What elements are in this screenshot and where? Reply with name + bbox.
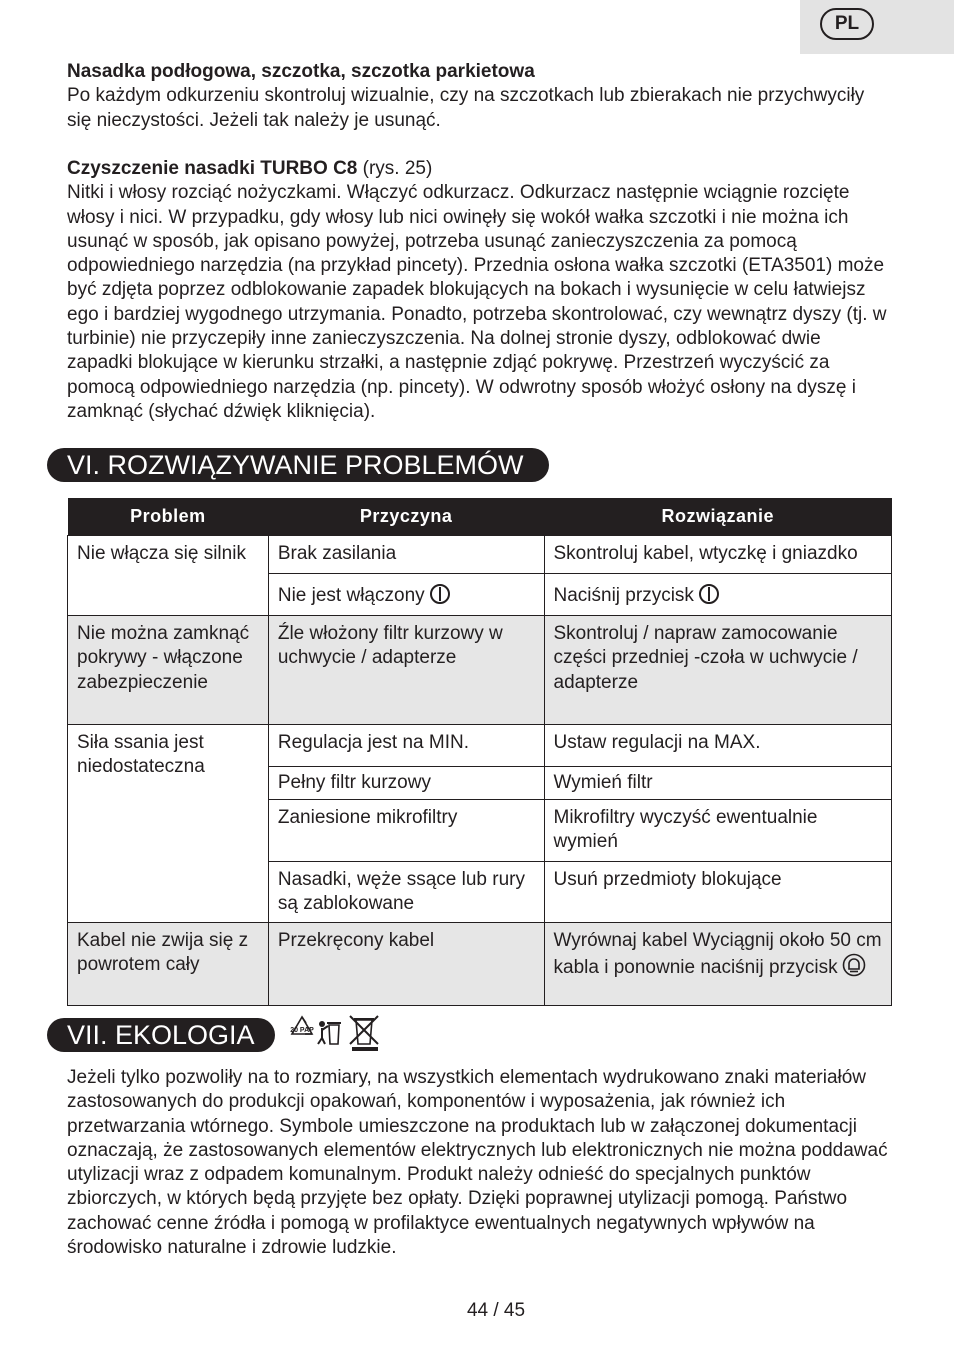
- section-floor-nozzle: [67, 60, 887, 133]
- cause-cell: Zaniesione mikrofiltry: [268, 800, 544, 862]
- problem-cell: Nie włącza się silnik: [68, 536, 269, 616]
- page-number: 44 / 45: [466, 1300, 526, 1321]
- cable-rewind-button-icon: [842, 953, 866, 977]
- table-header-row: [68, 498, 892, 536]
- cause-cell: Przekręcony kabel: [268, 923, 544, 1006]
- language-badge: PL: [820, 8, 874, 40]
- solution-cell: Skontroluj kabel, wtyczkę i gniazdko: [544, 536, 892, 574]
- recycling-code: 20 PAP: [290, 1027, 314, 1034]
- turbo-text: Nitki i włosy rozciąć nożyczkami. Włączyć odkurzacz. Odkurzacz następnie wciągnie rozcięte włosy i nici. W przypadku, gdy włosy lub nici owinęły się wokół wałka szczotki i nie można ich usunąć w sposób, jak opisano powyżej, potrzeba usunąć zanieczyszczenia za pomocą odpowiedniego narzędzia (na przykład pincety). Przednia osłona wałka szczotki (ETA3501) może być zdjęta poprzez odblokowanie zapadek blokujących na bokach i wysunięcie w celu łatwiejsz ego i bardziej wygodnego utrzymania. Ponadto, potrzeba skontrolować, czy wewnątrz dyszy (tj. w turbinie) nie przyczepiły inne zanieczyszczenia. Na dolnej stronie dyszy, odblokować dwie zapadki blokujące w kierunku strzałki, a następnie zdjąć pokrywę. Przestrzeń wyczyścić za pomocą odpowiedniego narzędzia (np. pincety). W odwrotny sposób włożyć osłony na dyszę i zamknąć (słychać dźwięk kliknięcia).: [67, 182, 887, 422]
- table-row: [68, 536, 892, 574]
- problem-cell: Kabel nie zwija się z powrotem cały: [68, 923, 269, 1006]
- table-row: [68, 616, 892, 725]
- solution-cell: Usuń przedmioty blokujące: [544, 861, 892, 923]
- solution-text: Naciśnij przycisk: [553, 585, 694, 606]
- solution-cell: Wymień filtr: [544, 767, 892, 800]
- solution-cell: [544, 574, 892, 616]
- problem-cell: Nie można zamknąć pokrywy - włączone zabezpieczenie: [68, 616, 269, 725]
- cause-cell: Nasadki, węże ssące lub rury są zablokowane: [268, 861, 544, 923]
- cause-cell: [268, 574, 544, 616]
- floor-nozzle-text: Po każdym odkurzeniu skontroluj wizualnie, czy na szczotkach lub zbierakach nie przychwyciły się nieczystości. Jeżeli tak należy je usunąć.: [67, 85, 865, 131]
- solution-cell: Ustaw regulacji na MAX.: [544, 725, 892, 767]
- column-header-problem: Problem: [68, 498, 269, 536]
- cause-text: Nie jest włączony: [277, 585, 425, 606]
- ecology-icons: [288, 1014, 380, 1057]
- section-turbo-cleaning: [67, 157, 887, 424]
- section-ecology-text: [67, 1066, 897, 1260]
- cause-cell: Źle włożony filtr kurzowy w uchwycie / adapterze: [268, 616, 544, 725]
- ecology-text: Jeżeli tylko pozwoliły na to rozmiary, na wszystkich elementach wydrukowano znaki materiałów zastosowanych do produkcji opakowań, komponentów i wyposażenia, jak również ich przetwarzania wtórnego. Symbole umieszczone na produktach lub w załączonej dokumentacji oznaczają, że zastosowanych elementów elektrycznych lub elektronicznych nie można poddawać utylizacji wraz z odpadem komunalnym. Produkt należy odnieść do specjalnych punktów zbiorczych, w których będą przyjęte bez opłaty. Dzięki poprawnej utylizacji pomogą. Państwo zachować cenne źródła i pomogą w profilaktyce ewentualnych negatywnych wpływów na środowisko naturalne i zdrowie ludzkie.: [67, 1067, 888, 1259]
- table-row: [68, 923, 892, 1006]
- solution-cell: Skontroluj / napraw zamocowanie części przedniej -czoła w uchwycie / adapterze: [544, 616, 892, 725]
- power-button-icon: [429, 583, 451, 605]
- problem-cell: Siła ssania jest niedostateczna: [68, 725, 269, 923]
- turbo-heading: Czyszczenie nasadki TURBO C8: [67, 158, 358, 179]
- cause-cell: Pełny filtr kurzowy: [268, 767, 544, 800]
- column-header-cause: Przyczyna: [268, 498, 544, 536]
- turbo-figure-ref: (rys. 25): [357, 158, 433, 179]
- power-button-icon: [698, 583, 720, 605]
- cause-cell: Brak zasilania: [268, 536, 544, 574]
- recycling-paper-icon: [288, 1014, 380, 1052]
- section-title-troubleshooting: VI. ROZWIĄZYWANIE PROBLEMÓW: [47, 448, 549, 482]
- section-title-ecology: VII. EKOLOGIA: [47, 1018, 275, 1052]
- solution-cell: [544, 923, 892, 1006]
- troubleshooting-table: [67, 498, 892, 1006]
- column-header-solution: Rozwiązanie: [544, 498, 892, 536]
- table-row: [68, 725, 892, 767]
- cause-cell: Regulacja jest na MIN.: [268, 725, 544, 767]
- solution-text: Wyrównaj kabel Wyciągnij około 50 cm kabla i ponownie naciśnij przycisk: [553, 930, 882, 979]
- solution-cell: Mikrofiltry wyczyść ewentualnie wymień: [544, 800, 892, 862]
- floor-nozzle-heading: Nasadka podłogowa, szczotka, szczotka parkietowa: [67, 61, 535, 82]
